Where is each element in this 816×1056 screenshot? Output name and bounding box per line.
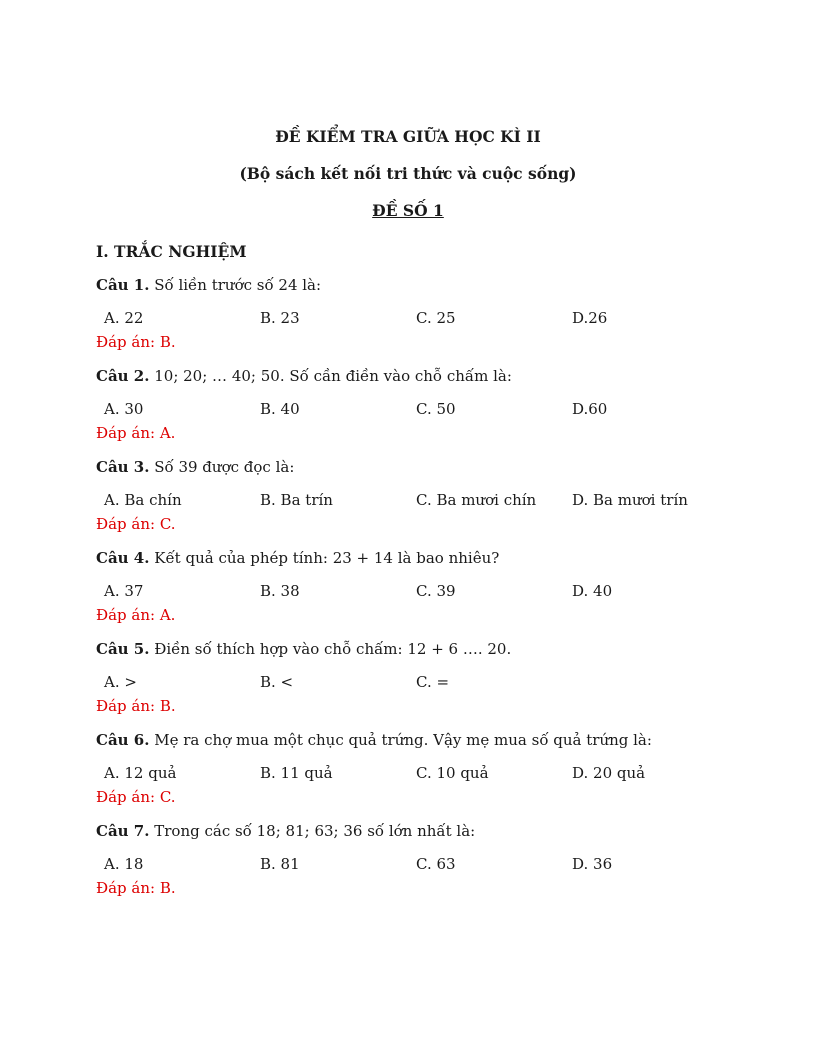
question-2-text: 10; 20; … 40; 50. Số cần điền vào chỗ chấm là: <box>154 367 512 385</box>
question-block-7 <box>96 821 720 899</box>
question-3-label: Câu 3. <box>96 458 150 476</box>
option-c: C. 39 <box>416 582 456 600</box>
question-6-answer: Đáp án: C. <box>96 788 176 806</box>
option-c: C. 63 <box>416 855 456 873</box>
option-d <box>572 672 728 693</box>
option-d: D. 40 <box>572 582 613 600</box>
option-b: B. 23 <box>260 309 300 327</box>
question-3-options <box>96 490 720 511</box>
option-a: A. 30 <box>104 400 144 418</box>
option-c: C. 25 <box>416 309 456 327</box>
question-4-answer: Đáp án: A. <box>96 606 176 624</box>
question-7-label: Câu 7. <box>96 822 150 840</box>
question-4-label: Câu 4. <box>96 549 150 567</box>
question-block-4 <box>96 548 720 626</box>
question-2-line <box>96 366 720 387</box>
question-4-options <box>96 581 720 602</box>
option-a: A. 18 <box>104 855 144 873</box>
option-b: B. 11 quả <box>260 764 333 782</box>
question-block-1 <box>96 275 720 353</box>
option-d: D.26 <box>572 309 608 327</box>
option-c: C. 10 quả <box>416 764 489 782</box>
option-b: B. 81 <box>260 855 300 873</box>
question-7-line <box>96 821 720 842</box>
question-5-label: Câu 5. <box>96 640 150 658</box>
option-b: B. 40 <box>260 400 300 418</box>
question-3-line <box>96 457 720 478</box>
question-block-6 <box>96 730 720 808</box>
option-a: A. > <box>104 673 137 691</box>
question-7-text: Trong các số 18; 81; 63; 36 số lớn nhất là: <box>154 822 476 840</box>
question-6-options <box>96 763 720 784</box>
option-b: B. Ba trín <box>260 491 333 509</box>
question-4-text: Kết quả của phép tính: 23 + 14 là bao nhiêu? <box>154 549 500 567</box>
question-2-label: Câu 2. <box>96 367 150 385</box>
question-5-text: Điền số thích hợp vào chỗ chấm: 12 + 6 …. 20. <box>154 640 512 658</box>
question-6-label: Câu 6. <box>96 731 150 749</box>
option-d: D.60 <box>572 400 608 418</box>
question-block-2 <box>96 366 720 444</box>
option-b: B. < <box>260 673 294 691</box>
question-3-text: Số 39 được đọc là: <box>154 458 295 476</box>
section-heading: I. TRẮC NGHIỆM <box>96 242 247 261</box>
question-3-answer: Đáp án: C. <box>96 515 176 533</box>
option-d: D. 36 <box>572 855 613 873</box>
question-7-options <box>96 854 720 875</box>
question-1-label: Câu 1. <box>96 276 150 294</box>
question-5-options <box>96 672 720 693</box>
exam-title: ĐỀ KIỂM TRA GIỮA HỌC KÌ II <box>275 127 541 146</box>
question-block-3 <box>96 457 720 535</box>
exam-number: ĐỀ SỐ 1 <box>372 201 444 220</box>
question-1-line <box>96 275 720 296</box>
question-2-answer: Đáp án: A. <box>96 424 176 442</box>
option-c: C. Ba mươi chín <box>416 491 537 509</box>
option-d: D. Ba mươi trín <box>572 491 688 509</box>
question-5-answer: Đáp án: B. <box>96 697 176 715</box>
option-a: A. Ba chín <box>104 491 182 509</box>
option-b: B. 38 <box>260 582 300 600</box>
question-5-line <box>96 639 720 660</box>
question-2-options <box>96 399 720 420</box>
question-6-text: Mẹ ra chợ mua một chục quả trứng. Vậy mẹ mua số quả trứng là: <box>154 731 652 749</box>
question-4-line <box>96 548 720 569</box>
option-c: C. = <box>416 673 450 691</box>
question-6-line <box>96 730 720 751</box>
option-a: A. 22 <box>104 309 144 327</box>
question-1-text: Số liền trước số 24 là: <box>154 276 322 294</box>
option-d: D. 20 quả <box>572 764 646 782</box>
option-c: C. 50 <box>416 400 456 418</box>
option-a: A. 37 <box>104 582 144 600</box>
exam-subtitle: (Bộ sách kết nối tri thức và cuộc sống) <box>239 164 577 183</box>
option-a: A. 12 quả <box>104 764 177 782</box>
question-7-answer: Đáp án: B. <box>96 879 176 897</box>
question-1-answer: Đáp án: B. <box>96 333 176 351</box>
question-block-5 <box>96 639 720 717</box>
question-1-options <box>96 308 720 329</box>
